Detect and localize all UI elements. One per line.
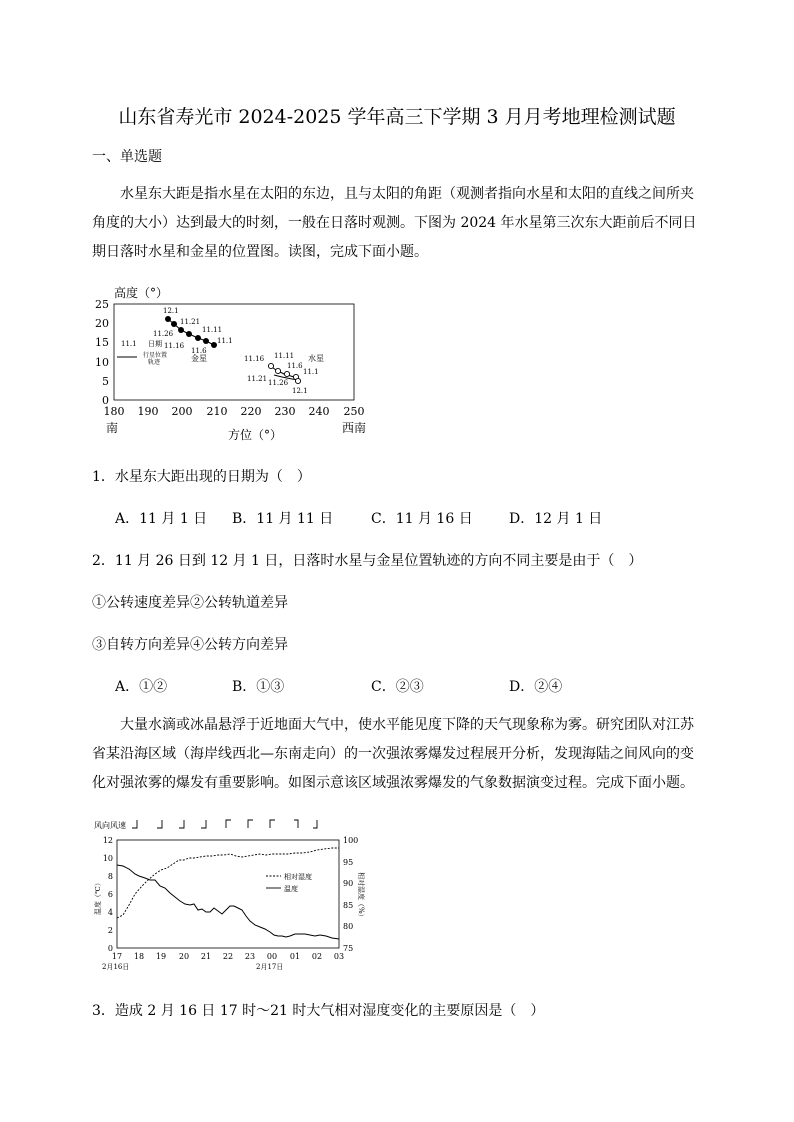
venus-date-label: 11.21 [180,318,201,326]
venus-date-label: 11.11 [202,326,223,334]
chart1-y-tick: 5 [102,375,109,388]
q2-option-a: A．①② [115,679,168,695]
chart2-wind-label: 风向风速 [94,821,126,830]
legend-date-sample: 11.1 [121,340,137,348]
chart2-x-tick: 22 [222,952,234,961]
venus-point [203,338,209,344]
chart1-x-tick: 250 [343,405,365,418]
chart1-x-ticks [104,405,365,418]
fog-weather-chart [90,812,370,977]
mercury-point [284,371,289,376]
chart2-x-tick: 18 [133,952,145,961]
question-2: 2．11 月 26 日到 12 月 1 日，日落时水星与金星位置轨迹的方向不同主要是由于（ ） [92,553,643,569]
wind-barbs [132,820,317,828]
mercury-label: 水星 [308,354,324,363]
venus-date-label: 11.1 [217,337,233,345]
chart1-y-ticks [95,298,109,407]
chart1-x-title: 方位（°） [228,428,283,442]
mercury-date-label: 11.16 [244,355,265,363]
chart2-y-left-tick: 10 [102,854,113,863]
chart2-y-left-tick: 8 [107,872,113,881]
mercury-date-label: 11.21 [247,375,268,383]
chart2-x-tick: 03 [333,952,345,961]
chart2-y-left-tick: 12 [102,836,113,845]
venus-point [165,316,171,322]
mercury-point [295,378,300,383]
q2-choice-line-1: ①公转速度差异②公转轨道差异 [92,595,288,611]
chart2-date-1: 2月16日 [102,963,130,971]
chart1-y-tick: 15 [95,336,109,349]
mercury-date-label: 11.11 [274,352,295,360]
wind-barb [132,820,137,828]
chart2-y-right-tick: 90 [343,879,354,888]
legend-track-desc-2: 轨迹 [148,359,161,366]
venus-point [195,335,201,341]
chart1-y-tick: 0 [102,394,109,407]
legend-temp-label: 温度 [284,885,298,893]
legend-track-desc-1: 行星位置 [143,352,168,359]
venus-date-label: 11.6 [191,347,207,355]
chart2-x-tick: 23 [244,952,256,961]
mercury-point [268,363,273,368]
chart2-y-left-tick: 2 [107,926,113,935]
wind-barb [313,820,317,828]
passage-2: 大量水滴或冰晶悬浮于近地面大气中，使水平能见度下降的天气现象称为雾。研究团队对江苏省某沿海区域（海岸线西北—东南走向）的一次强浓雾爆发过程展开分析，发现海陆之间风向的变化对强浓雾的爆发有重要影响。如图示意该区域强浓雾爆发的气象数据演变过程。完成下面小题。 [92,717,694,791]
q2-option-c: C．②③ [371,679,424,695]
chart2-plot-frame [117,840,339,948]
chart1-x-tick: 190 [137,405,159,418]
q2-option-d: D．②④ [509,679,563,695]
chart1-y-tick: 25 [95,298,109,311]
q1-option-b: B．11 月 11 日 [232,511,334,527]
chart1-x-tick: 180 [103,405,125,418]
wind-barb [179,820,184,828]
q2-option-b: B．①③ [232,679,285,695]
venus-point [186,331,192,337]
chart2-y-left-tick: 0 [107,944,113,953]
chart2-y-right-tick: 75 [343,944,354,953]
wind-barb [157,820,162,828]
chart2-y-right-tick: 95 [343,858,354,867]
venus-date-label: 12.1 [163,307,179,315]
question-1: 1．水星东大距出现的日期为（ ） [92,469,311,485]
chart2-x-tick: 17 [111,952,123,961]
chart2-date-2: 2月17日 [256,963,284,971]
chart2-x-tick: 02 [311,952,323,961]
venus-label: 金星 [191,354,207,363]
mercury-point [275,368,280,373]
chart2-x-tick: 19 [155,952,167,961]
mercury-date-label: 11.1 [303,368,319,376]
wind-barb [248,820,253,828]
chart2-y-right-tick: 85 [343,901,354,910]
chart2-y-left-tick: 4 [107,908,113,917]
chart2-y-right-title: 相对湿度（%） [357,872,365,921]
venus-point [171,321,177,327]
chart2-x-tick: 00 [266,952,278,961]
venus-date-label: 11.26 [153,330,174,338]
chart1-y-title: 高度（°） [114,286,169,300]
chart2-y-right-tick: 100 [343,836,359,845]
chart1-y-tick: 20 [95,317,109,330]
section-heading: 一、单选题 [92,149,162,165]
wind-barb [270,820,275,828]
q1-option-c: C．11 月 16 日 [371,511,473,527]
chart1-x-tick: 200 [171,405,193,418]
mercury-date-label: 11.26 [268,379,289,387]
venus-date-label: 11.16 [164,342,185,350]
planet-position-chart [90,280,390,445]
chart1-x-tick: 210 [206,405,228,418]
chart2-y-right-ticks [343,836,358,953]
chart2-x-tick: 01 [289,952,301,961]
chart1-x-right-dir: 西南 [342,421,367,435]
chart1-x-tick: 240 [308,405,330,418]
legend-date-desc: 日期 [148,340,162,348]
mercury-date-label: 11.6 [287,362,303,370]
passage-1: 水星东大距是指水星在太阳的东边，且与太阳的角距（观测者指向水星和太阳的直线之间所夹角度的大小）达到最大的时刻，一般在日落时观测。下图为 2024 年水星第三次东大距前后不同日期日落时水星和金星的位置图。读图，完成下面小题。 [92,186,697,260]
chart2-y-left-ticks [103,836,113,953]
wind-barb [226,820,231,828]
chart2-x-tick: 20 [178,952,190,961]
chart1-x-tick: 220 [240,405,262,418]
wind-barb [294,820,298,828]
chart1-y-tick: 10 [95,356,109,369]
q1-option-a: A．11 月 1 日 [115,511,208,527]
question-3: 3．造成 2 月 16 日 17 时～21 时大气相对湿度变化的主要原因是（ ） [92,1003,545,1019]
chart1-x-left-dir: 南 [106,421,119,435]
chart2-y-left-tick: 6 [107,890,113,899]
venus-point [178,327,184,333]
chart2-x-tick: 21 [200,952,212,961]
chart2-x-ticks [112,952,344,961]
q1-option-d: D．12 月 1 日 [509,511,603,527]
q2-choice-line-2: ③自转方向差异④公转方向差异 [92,637,288,653]
chart2-y-right-tick: 80 [343,922,354,931]
wind-barb [201,820,206,828]
mercury-date-label: 12.1 [292,387,308,395]
page-title: 山东省寿光市 2024-2025 学年高三下学期 3 月月考地理检测试题 [118,106,676,128]
chart1-x-tick: 230 [274,405,296,418]
chart2-y-left-title: 温度（℃） [94,879,102,915]
legend-humidity-label: 相对湿度 [284,873,312,881]
